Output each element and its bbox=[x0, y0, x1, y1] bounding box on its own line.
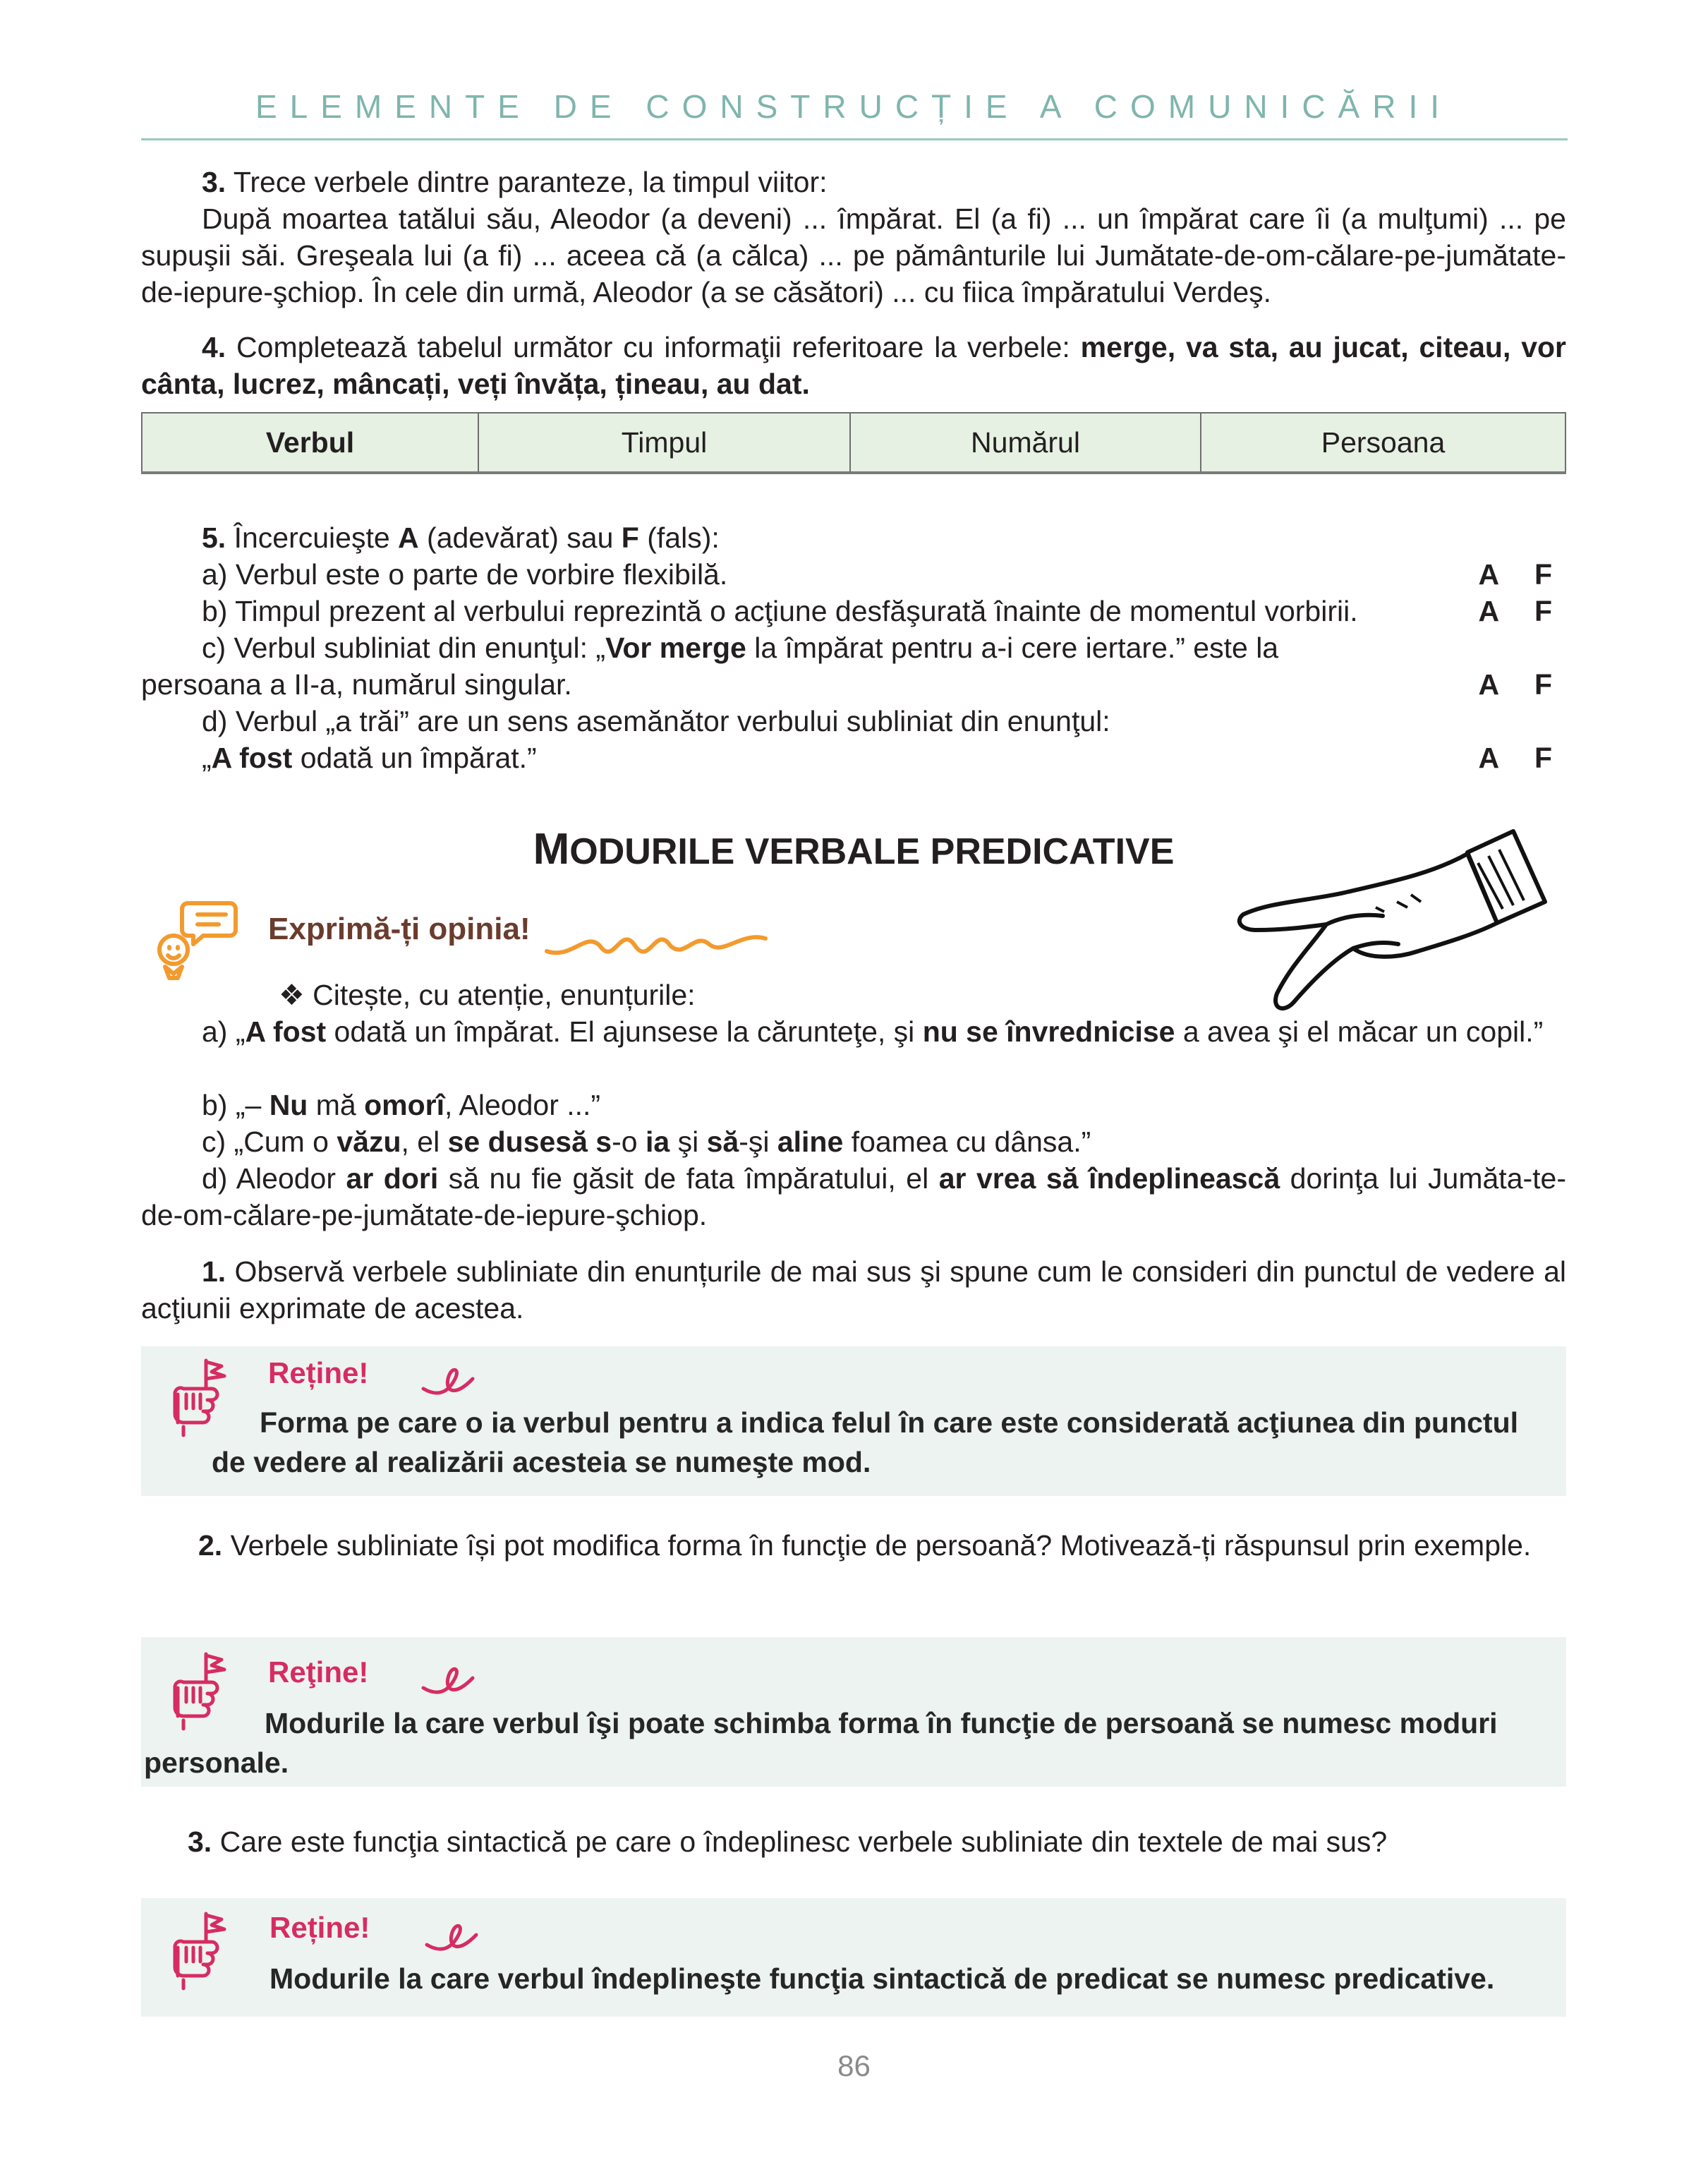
sentence-d bbox=[141, 1160, 1566, 1233]
exercise-3-prompt bbox=[141, 164, 1566, 200]
pink-squiggle-decoration bbox=[420, 1657, 476, 1699]
sentence-text: şi bbox=[670, 1125, 707, 1158]
question-text: Care este funcţia sintactică pe care o îndeplinesc verbele subliniate din textele de mai sus? bbox=[212, 1825, 1388, 1858]
hand-flag-icon bbox=[162, 1353, 240, 1438]
prompt-text: (adevărat) sau bbox=[418, 521, 622, 554]
question-3 bbox=[127, 1823, 1552, 1860]
underlined-verb: A fost bbox=[245, 1015, 327, 1048]
question-1 bbox=[141, 1253, 1566, 1327]
exercise-3-text: După moartea tatălui său, Aleodor (a deveni) ... împărat. El (a fi) ... un împărat care îi (a mulţumi) ... pe supuşii săi. Greşeala lui (a fi) ... aceea că (a călca) ... pe pământurile lui Jumătate-de-om-călare-pe-jumătate-de-iepure-şchiop. În cele din urmă, Aleodor (a se căsători) ... cu fiica împăratului Verdeş. bbox=[141, 203, 1566, 308]
sentence-text: a avea şi el măcar un copil.” bbox=[1175, 1015, 1544, 1048]
sentence-text: -o bbox=[612, 1125, 646, 1158]
sentence-text: foamea cu dânsa.” bbox=[843, 1125, 1091, 1158]
retine-text-line2: personale. bbox=[144, 1746, 289, 1779]
pointing-hand-icon bbox=[1235, 824, 1552, 1029]
verb-table bbox=[141, 412, 1566, 474]
underlined-verb: omorî bbox=[364, 1089, 445, 1121]
tf-item-a bbox=[141, 556, 1566, 593]
underlined-verb: ar dori bbox=[346, 1162, 439, 1195]
tf-statement: odată un împărat.” bbox=[292, 742, 537, 774]
exercise-number: 3. bbox=[202, 166, 226, 198]
header-rule bbox=[141, 138, 1568, 140]
retine-label: Reține! bbox=[269, 1911, 370, 1944]
sentence-text: mă bbox=[308, 1089, 365, 1121]
orange-squiggle-decoration bbox=[543, 917, 769, 974]
title-rest: ODURILE VERBALE PREDICATIVE bbox=[569, 831, 1175, 872]
sentence-text: , el bbox=[401, 1125, 448, 1158]
letter-f: F bbox=[621, 521, 639, 554]
table-header-numarul: Numărul bbox=[850, 413, 1201, 473]
tf-statement: a) Verbul este o parte de vorbire flexibilă. bbox=[202, 558, 728, 591]
sentence-text: b) „– bbox=[202, 1089, 269, 1121]
underlined-verb: văzu bbox=[337, 1125, 401, 1158]
underlined-verb: Vor merge bbox=[605, 632, 746, 664]
retine-box-1 bbox=[141, 1346, 1566, 1496]
tf-item-b bbox=[141, 593, 1566, 629]
sentence-text: să nu fie găsit de fata împăratului, el bbox=[438, 1162, 939, 1195]
tf-item-c-line2 bbox=[141, 666, 1566, 703]
prompt-text: (fals): bbox=[638, 521, 720, 554]
exercise-number: 5. bbox=[202, 521, 226, 554]
pink-squiggle-decoration bbox=[423, 1914, 480, 1956]
page-number: 86 bbox=[837, 2049, 871, 2082]
retine-label: Reţine! bbox=[268, 1655, 369, 1689]
sentence-text: d) Aleodor bbox=[202, 1162, 346, 1195]
retine-text-line2: de vedere al realizării acesteia se numeşte mod. bbox=[212, 1446, 871, 1478]
tf-statement: persoana a II-a, numărul singular. bbox=[141, 668, 572, 701]
exercise-4-prompt bbox=[141, 329, 1566, 402]
table-header-verbul: Verbul bbox=[142, 413, 478, 473]
tf-statement: c) Verbul subliniat din enunţul: „ bbox=[202, 632, 606, 664]
underlined-verb: Nu bbox=[269, 1089, 308, 1121]
table-header-persoana: Persoana bbox=[1201, 413, 1565, 473]
tf-item-d-line2 bbox=[141, 740, 1566, 776]
retine-text-line1: Modurile la care verbul îşi poate schimba forma în funcţie de persoană se numesc moduri bbox=[265, 1707, 1498, 1739]
question-number: 1. bbox=[202, 1255, 226, 1288]
table-header-timpul: Timpul bbox=[478, 413, 850, 473]
hand-flag-icon bbox=[162, 1907, 240, 1991]
tf-item-d: d) Verbul „a trăi” are un sens asemănător verbului subliniat din enunţul: bbox=[202, 705, 1110, 737]
question-text: Observă verbele subliniate din enunțurile de mai sus şi spune cum le consideri din punctul de vedere al acţiunii exprimate de acestea. bbox=[141, 1255, 1566, 1324]
pink-squiggle-decoration bbox=[420, 1358, 476, 1400]
sentence-text: -şi bbox=[739, 1125, 777, 1158]
opinion-label: Exprimă-ți opinia! bbox=[268, 912, 531, 946]
underlined-verb: să bbox=[706, 1125, 739, 1158]
sentence-text: a) „ bbox=[202, 1015, 246, 1048]
tf-choice[interactable]: A F bbox=[1478, 742, 1566, 774]
underlined-verb: A fost bbox=[211, 742, 293, 774]
underlined-verb: aline bbox=[777, 1125, 844, 1158]
tf-statement: la împărat pentru a-i cere iertare.” este la bbox=[746, 632, 1279, 664]
question-text: Verbele subliniate își pot modifica forma în funcţie de persoană? Motivează-ți răspunsul prin exemple. bbox=[222, 1529, 1532, 1562]
retine-text-line1: Modurile la care verbul îndeplineşte funcţia sintactică de predicat se numesc predicative. bbox=[269, 1962, 1495, 1995]
tf-choice[interactable]: A F bbox=[1478, 558, 1566, 591]
sentence-text: , Aleodor ...” bbox=[444, 1089, 601, 1121]
running-header: ELEMENTE DE CONSTRUCȚIE A COMUNICĂRII bbox=[255, 88, 1452, 125]
exercise-number: 4. bbox=[202, 331, 226, 363]
sentence-text: dorinţa lui Jumăta-te-de-om-călare-pe-jumătate-de-iepure-şchiop. bbox=[141, 1162, 1566, 1231]
retine-box-3 bbox=[141, 1898, 1566, 2017]
exercise-text: Completează tabelul următor cu informaţii referitoare la verbele: bbox=[226, 331, 1081, 363]
sentence-text: odată un împărat. El ajunsese la cărunteţe, şi bbox=[326, 1015, 923, 1048]
underlined-verb: ia bbox=[645, 1125, 670, 1158]
question-2 bbox=[138, 1527, 1563, 1564]
retine-text-line1: Forma pe care o ia verbul pentru a indica felul în care este considerată acţiunea din punctul bbox=[260, 1406, 1519, 1439]
read-instruction: ❖ Citește, cu atenție, enunțurile: bbox=[279, 979, 696, 1011]
sentence-a bbox=[141, 1013, 1566, 1050]
exercise-5-prompt bbox=[141, 519, 1566, 556]
underlined-verb: ar vrea să îndeplinească bbox=[938, 1162, 1280, 1195]
hand-flag-icon bbox=[162, 1647, 240, 1732]
retine-label: Reține! bbox=[268, 1356, 369, 1389]
letter-a: A bbox=[398, 521, 419, 554]
tf-choice[interactable]: A F bbox=[1478, 668, 1566, 701]
speech-bubble-person-icon bbox=[148, 895, 240, 986]
question-number: 2. bbox=[198, 1529, 223, 1562]
title-initial: M bbox=[533, 825, 570, 874]
sentence-c bbox=[141, 1123, 1566, 1160]
underlined-verb: nu se învrednicise bbox=[922, 1015, 1175, 1048]
tf-statement: „ bbox=[202, 742, 212, 774]
table-header-row bbox=[142, 413, 1565, 473]
prompt-text: Încercuieşte bbox=[226, 521, 399, 554]
question-number: 3. bbox=[188, 1825, 212, 1858]
tf-choice[interactable]: A F bbox=[1478, 595, 1566, 627]
verb-list: merge, va sta, au jucat, citeau, vor cânta, lucrez, mâncați, veți învăța, țineau, au dat. bbox=[141, 331, 1567, 400]
retine-box-2 bbox=[141, 1637, 1566, 1787]
tf-statement: b) Timpul prezent al verbului reprezintă o acţiune desfăşurată înainte de momentul vorbirii. bbox=[202, 595, 1358, 627]
tf-item-c bbox=[141, 629, 1566, 666]
sentence-text: c) „Cum o bbox=[202, 1125, 337, 1158]
underlined-verb: se dusesă s bbox=[447, 1125, 612, 1158]
sentence-b bbox=[141, 1087, 1566, 1123]
exercise-text: Trece verbele dintre paranteze, la timpul viitor: bbox=[226, 166, 828, 198]
